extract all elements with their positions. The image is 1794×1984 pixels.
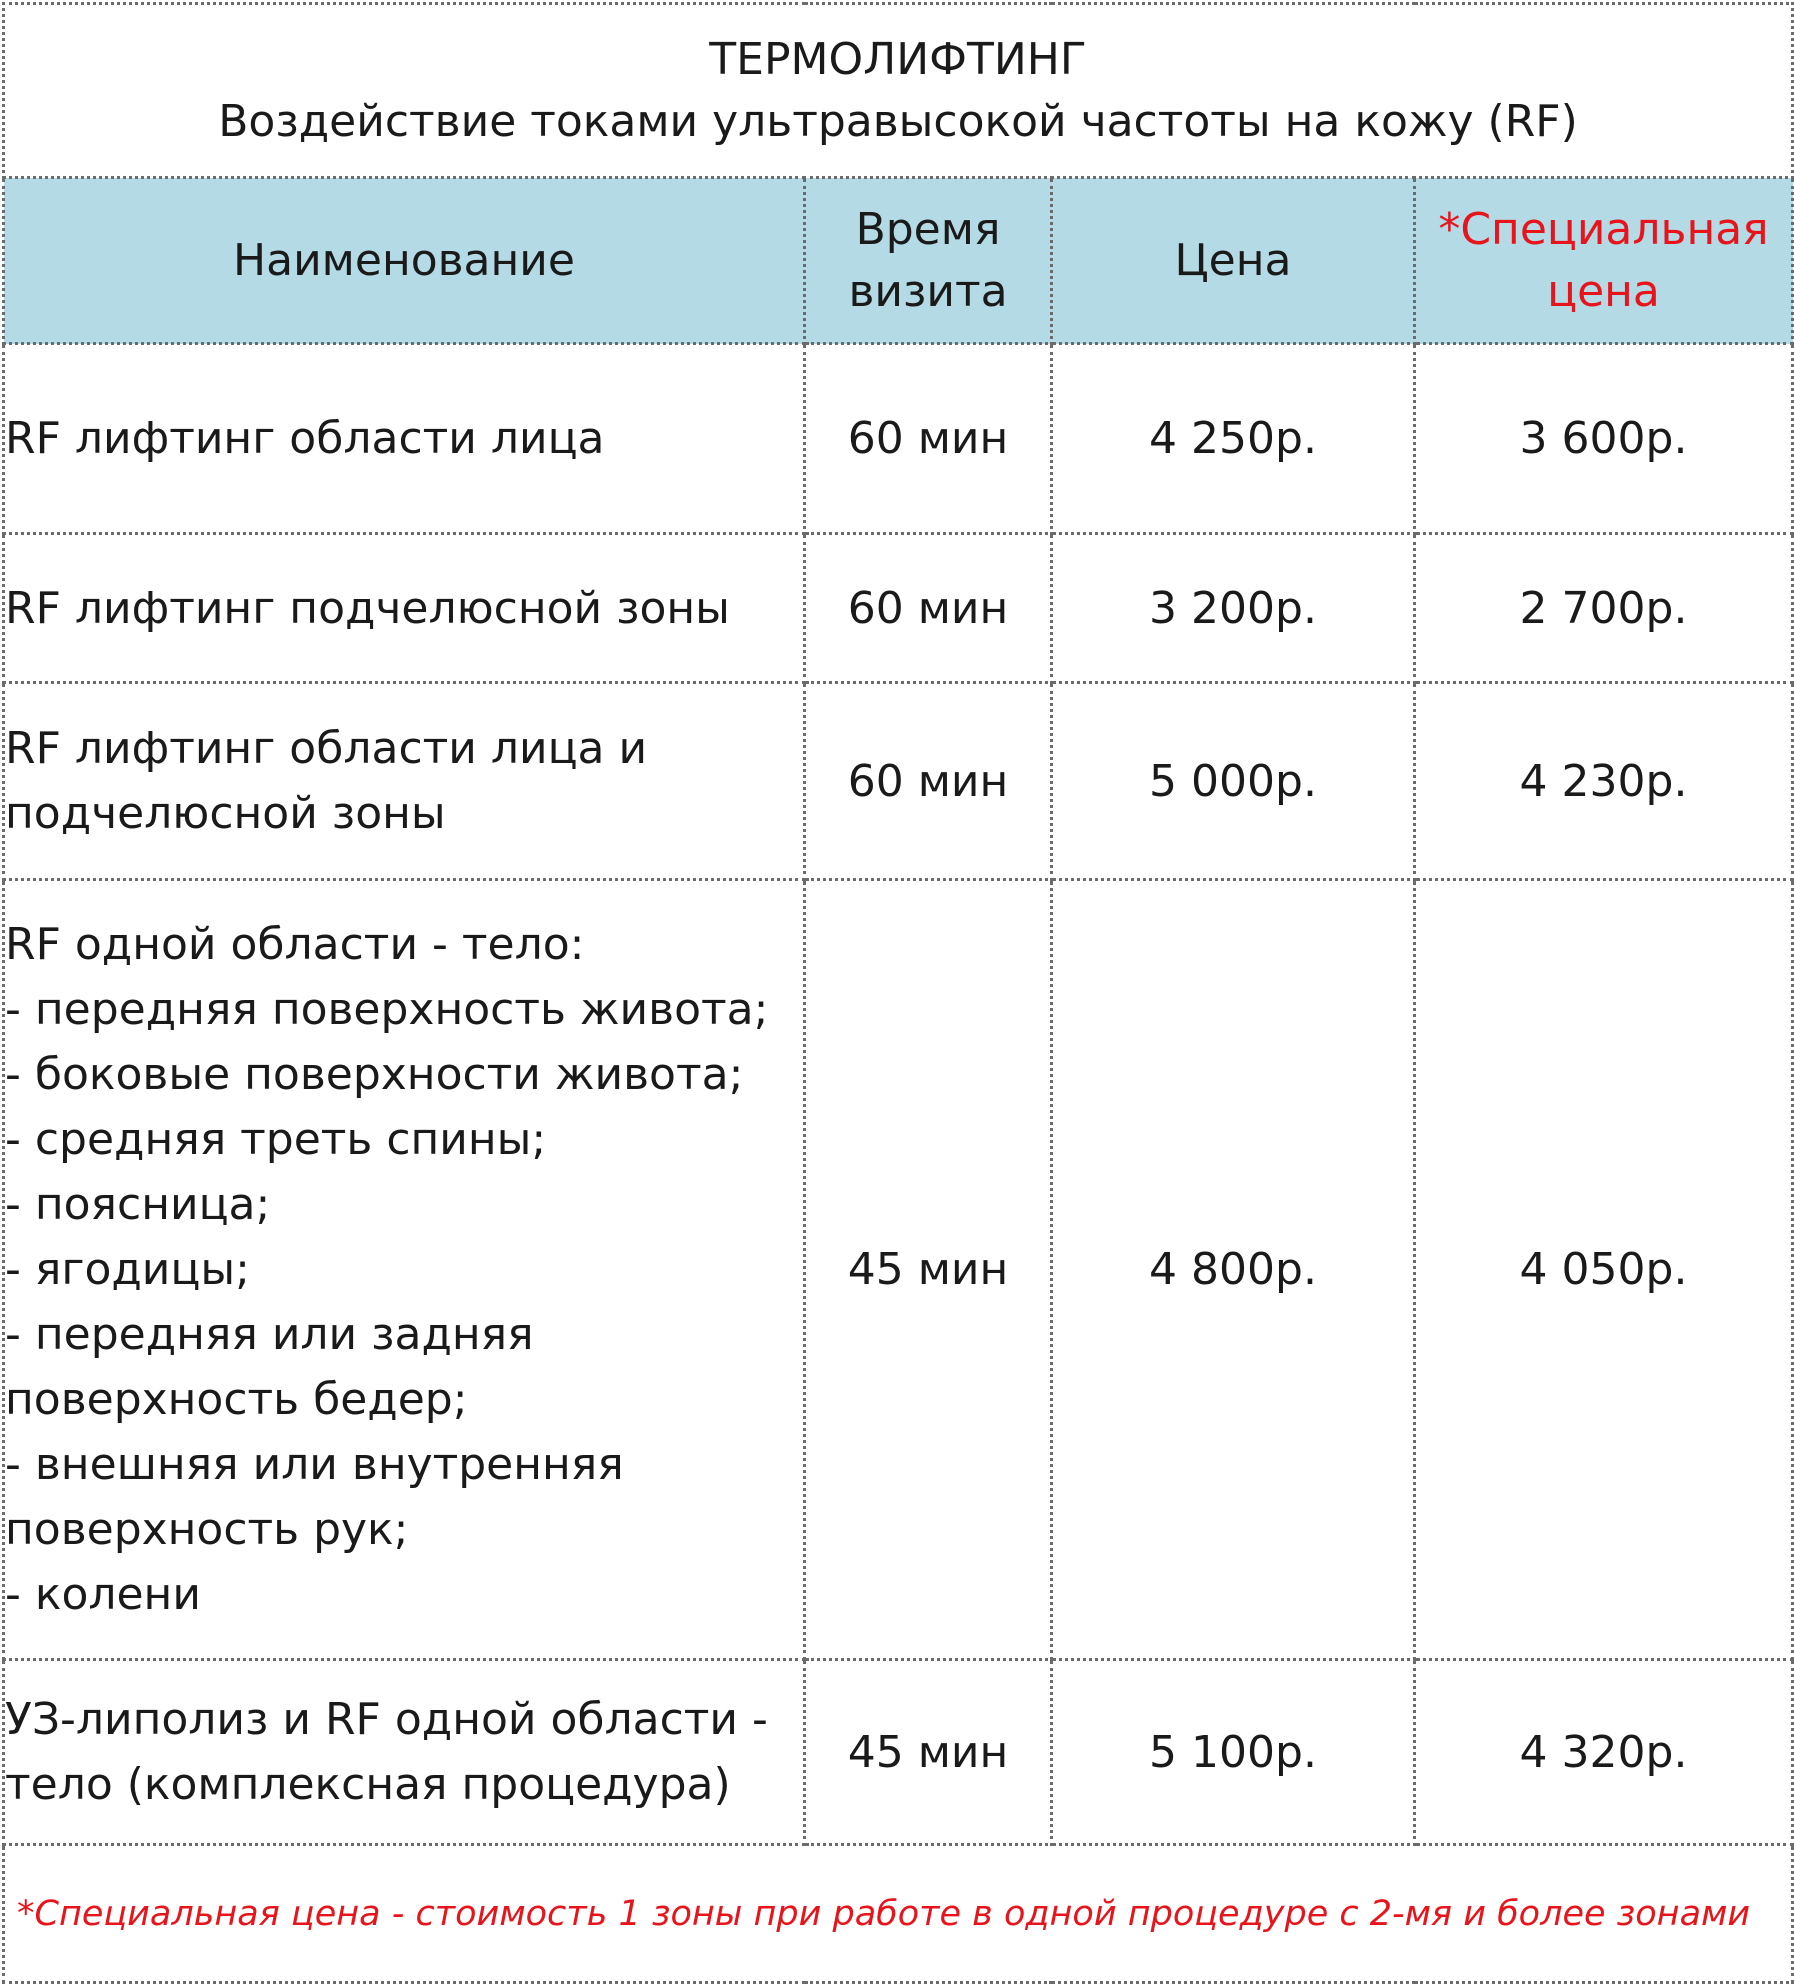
service-name-line: - колени bbox=[5, 1569, 201, 1620]
service-name-line: - ягодицы; bbox=[5, 1244, 250, 1295]
column-header-row bbox=[4, 178, 1793, 344]
column-header-time-line: визита bbox=[848, 265, 1008, 317]
column-header-time-line: Время bbox=[855, 203, 1001, 255]
table-row bbox=[4, 880, 1793, 1660]
service-name-line: - внешняя или внутренняя bbox=[5, 1439, 624, 1490]
visit-time: 45 мин bbox=[805, 1660, 1052, 1845]
column-header-time bbox=[805, 178, 1052, 344]
title-block bbox=[4, 4, 1793, 178]
service-name bbox=[4, 344, 805, 534]
table-row bbox=[4, 534, 1793, 683]
special-price: 4 230р. bbox=[1415, 683, 1793, 880]
special-price: 4 050р. bbox=[1415, 880, 1793, 1660]
special-price: 3 600р. bbox=[1415, 344, 1793, 534]
service-name-line: RF лифтинг подчелюсной зоны bbox=[5, 582, 730, 634]
regular-price: 5 100р. bbox=[1052, 1660, 1415, 1845]
column-header-special-line: цена bbox=[1547, 265, 1660, 317]
price-table bbox=[2, 2, 1794, 1984]
regular-price: 5 000р. bbox=[1052, 683, 1415, 880]
title-row bbox=[4, 4, 1793, 178]
service-name bbox=[4, 534, 805, 683]
service-name-line: - боковые поверхности живота; bbox=[5, 1049, 744, 1100]
column-header-price-text: Цена bbox=[1174, 234, 1292, 286]
service-name-line: - передняя поверхность живота; bbox=[5, 984, 769, 1035]
service-name bbox=[4, 1660, 805, 1845]
service-name-line: RF лифтинг области лица bbox=[5, 413, 605, 464]
service-name bbox=[4, 683, 805, 880]
service-name-line: поверхность бедер; bbox=[5, 1374, 468, 1425]
column-header-name bbox=[4, 178, 805, 344]
visit-time: 60 мин bbox=[805, 683, 1052, 880]
special-price: 4 320р. bbox=[1415, 1660, 1793, 1845]
service-name-line: RF одной области - тело: bbox=[5, 919, 585, 970]
table-row bbox=[4, 344, 1793, 534]
page-title: ТЕРМОЛИФТИНГ bbox=[709, 33, 1087, 85]
service-name-line: УЗ-липолиз и RF одной области - bbox=[5, 1694, 768, 1745]
service-name-line: поверхность рук; bbox=[5, 1504, 409, 1555]
column-header-special-price bbox=[1415, 178, 1793, 344]
column-header-special-line: *Специальная bbox=[1438, 203, 1769, 255]
visit-time: 60 мин bbox=[805, 534, 1052, 683]
visit-time: 60 мин bbox=[805, 344, 1052, 534]
column-header-price bbox=[1052, 178, 1415, 344]
column-header-name-text: Наименование bbox=[233, 234, 575, 286]
service-name-line: тело (комплексная процедура) bbox=[5, 1759, 731, 1810]
visit-time: 45 мин bbox=[805, 880, 1052, 1660]
service-name-line: - средняя треть спины; bbox=[5, 1114, 547, 1165]
service-name-line: подчелюсной зоны bbox=[5, 788, 446, 839]
service-name bbox=[4, 880, 805, 1660]
footnote-row bbox=[4, 1845, 1793, 1983]
regular-price: 4 250р. bbox=[1052, 344, 1415, 534]
footnote: *Специальная цена - стоимость 1 зоны при работе в одной процедуре с 2-мя и более зонами bbox=[4, 1845, 1793, 1983]
special-price: 2 700р. bbox=[1415, 534, 1793, 683]
table-row bbox=[4, 1660, 1793, 1845]
regular-price: 4 800р. bbox=[1052, 880, 1415, 1660]
regular-price: 3 200р. bbox=[1052, 534, 1415, 683]
page-subtitle: Воздействие токами ультравысокой частоты на кожу (RF) bbox=[218, 95, 1578, 147]
service-name-line: - поясница; bbox=[5, 1179, 271, 1230]
table-row bbox=[4, 683, 1793, 880]
service-name-line: - передняя или задняя bbox=[5, 1309, 534, 1360]
service-name-line: RF лифтинг области лица и bbox=[5, 723, 648, 774]
